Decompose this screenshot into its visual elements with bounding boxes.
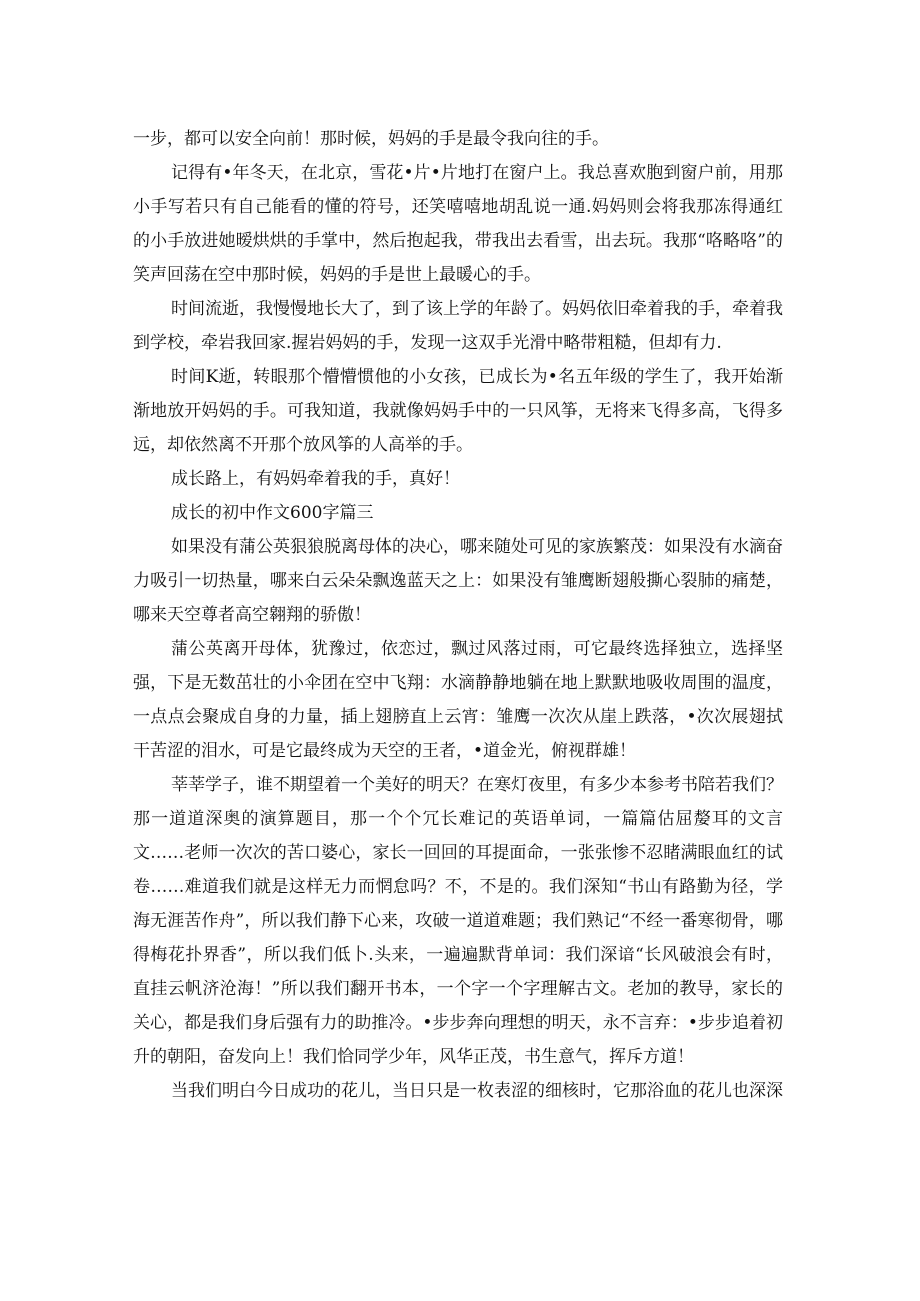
paragraph-9: 当我们明白今日成功的花儿，当日只是一枚表涩的细核时，它那浴血的花儿也深深 [171,1081,783,1101]
paragraph-8: 莘莘学子，谁不期望着一个美好的明天？在寒灯夜里，有多少本参考书陪若我们？那一道道深奥的演算题目，那一个个冗长难记的英语单词，一篇篇估屈嫠耳的文言文……老师一次次的苦口婆心，家长一回回的耳提面命，一张张惨不忍睹满眼血红的试卷……难道我们就是这样无力而惘怠吗？不，不是的。我们深知“书山有路勤为径，学海无涯苦作舟”，所以我们静下心来，攻破一道道难题；我们熟记“不经一番寒彻骨，哪得梅花扑界香”，所以我们低卜.头来，一遍遍默背单词：我们深谙“长风破浪会有时，直挂云帆济沧海！”所以我们翻开书本，一个字一个字理解古文。老加的教导，家长的关心，都是我们身后强有力的助推冷。•步步奔向理想的明天，永不言弃：•步步追着初升的朝阳，奋发向上！我们恰同学少年，风华正茂，书生意气，挥斥方道！ [133,775,783,1067]
paragraph-1: 一步，都可以安全向前！那时候，妈妈的手是最令我向往的手。 [133,129,609,149]
paragraph-2: 记得有•年冬天，在北京，雪花•片•片地打在窗户上。我总喜欢胞到窗户前，用那小手写若只有自己能看的懂的符号，还笑嘻嘻地胡乱说一通.妈妈则会将我那冻得通红的小手放进她暧烘烘的手掌中，然后抱起我，带我出去看雪，出去玩。我那“咯略咯”的笑声回荡在空中那时候，妈妈的手是世上最暖心的手。 [133,163,783,285]
paragraph-4: 时间K逝，转眼那个懵懵惯他的小女孩，已成长为•名五年级的学生了，我开始渐渐地放开妈妈的手。可我知道，我就像妈妈手中的一只风筝，无将来飞得多高，飞得多远，却依然离不开那个放风筝的人高举的手。 [133,367,783,455]
document-body [133,122,783,1108]
paragraph-5: 成长路上，有妈妈牵着我的手，真好！ [171,469,460,489]
section-title: 成长的初中作文600字篇三 [171,503,374,523]
paragraph-6: 如果没有蒲公英狠狼脱离母体的决心，哪来随处可见的家族繁茂：如果没有水滴奋力吸引一切热量，哪来白云朵朵飘逸蓝天之上：如果没有雏鹰断翅般撕心裂肺的痛楚，哪来天空尊者高空翱翔的骄傲！ [133,537,783,625]
paragraph-7: 蒲公英离开母体，犹豫过，依恋过，飘过风落过雨，可它最终选择独立，选择坚强，下是无数茁壮的小伞团在空中飞翔：水滴静静地躺在地上默默地吸收周围的温度，一点点会聚成自身的力量，插上翅膀直上云宵：雏鹰一次次从崖上跌落，•次次展翅拭干苦涩的泪水，可是它最终成为天空的王者，•道金光，俯视群雄！ [133,639,783,761]
paragraph-3: 时间流逝，我慢慢地长大了，到了该上学的年龄了。妈妈依旧牵着我的手，牵着我到学校，牵岩我回家.握岩妈妈的手，发现一这双手光滑中略带粗糙，但却有力. [133,299,783,353]
